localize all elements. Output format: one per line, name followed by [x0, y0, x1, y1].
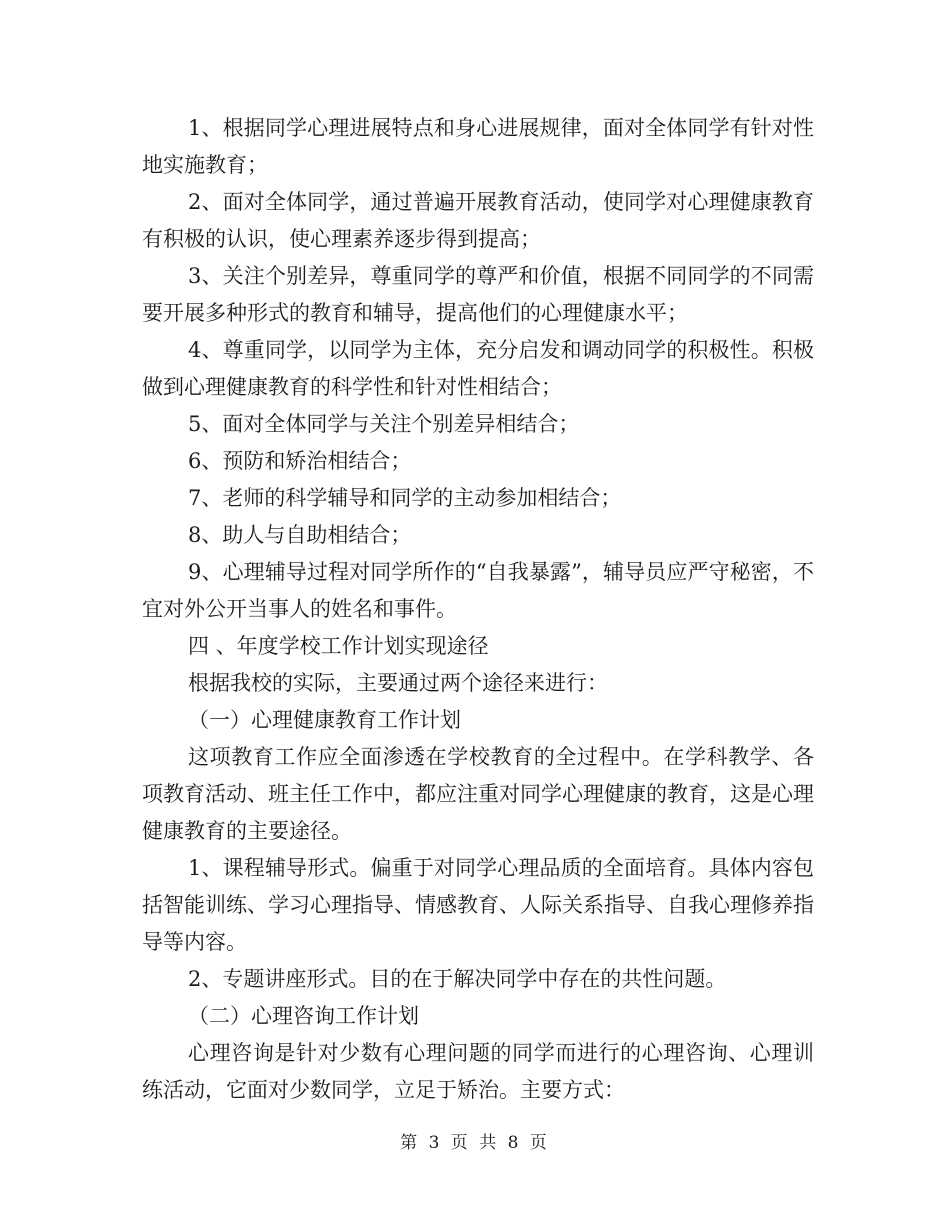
subsection-heading-1: （一）心理健康教育工作计划	[188, 708, 461, 732]
paragraph-principle-3: 3、关注个别差异，尊重同学的尊严和价值，根据不同同学的不同需要开展多种形式的教育和辅导，提高他们的心理健康水平；	[142, 264, 814, 325]
document-body	[142, 110, 814, 1109]
section-heading-4: 四 、年度学校工作计划实现途径	[188, 634, 489, 658]
paragraph-principle-1: 1、根据同学心理进展特点和身心进展规律，面对全体同学有针对性地实施教育；	[142, 116, 814, 177]
page-footer: 第 3 页 共 8 页	[400, 1133, 550, 1153]
paragraph-education-overview: 这项教育工作应全面渗透在学校教育的全过程中。在学科教学、各项教育活动、班主任工作中，都应注重对同学心理健康的教育，这是心理健康教育的主要途径。	[142, 745, 814, 843]
paragraph-principle-2: 2、面对全体同学，通过普遍开展教育活动，使同学对心理健康教育有积极的认识，使心理素养逐步得到提高；	[142, 190, 814, 251]
paragraph-principle-7: 7、老师的科学辅导和同学的主动参加相结合；	[188, 486, 622, 510]
paragraph-lecture-form: 2、专题讲座形式。目的在于解决同学中存在的共性问题。	[188, 967, 727, 991]
paragraph-principle-9: 9、心理辅导过程对同学所作的“自我暴露”，辅导员应严守秘密，不宜对外公开当事人的姓名和事件。	[142, 560, 814, 621]
paragraph-principle-8: 8、助人与自助相结合；	[188, 523, 412, 547]
paragraph-course-guidance: 1、课程辅导形式。偏重于对同学心理品质的全面培育。具体内容包括智能训练、学习心理指导、情感教育、人际关系指导、自我心理修养指导等内容。	[142, 856, 814, 954]
paragraph-counseling: 心理咨询是针对少数有心理问题的同学而进行的心理咨询、心理训练活动，它面对少数同学，立足于矫治。主要方式：	[142, 1041, 814, 1102]
paragraph-principle-4: 4、尊重同学，以同学为主体，充分启发和调动同学的积极性。积极做到心理健康教育的科学性和针对性相结合；	[142, 338, 814, 399]
paragraph-principle-6: 6、预防和矫治相结合；	[188, 449, 412, 473]
subsection-heading-2: （二）心理咨询工作计划	[188, 1004, 419, 1028]
paragraph-principle-5: 5、面对全体同学与关注个别差异相结合；	[188, 412, 580, 436]
paragraph-intro: 根据我校的实际，主要通过两个途径来进行：	[188, 671, 608, 695]
